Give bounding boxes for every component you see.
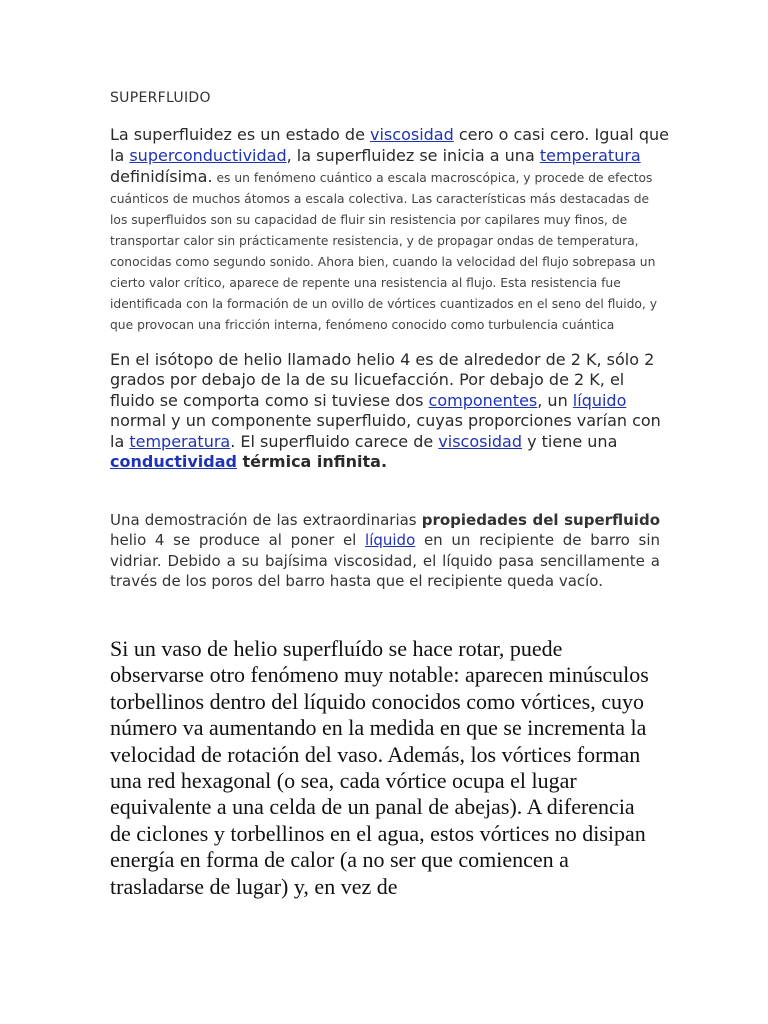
link-temperatura[interactable]: temperatura (539, 146, 641, 165)
link-liquido[interactable]: líquido (365, 531, 416, 550)
paragraph-helio-4 (110, 350, 670, 472)
text-span: en un recipiente de barro sin vidriar. Debido a su bajísima viscosidad, el líquido pasa sencillamente a través de los poros del barro hasta que el recipiente queda vacío. (110, 531, 661, 590)
text-span: , un (537, 390, 573, 410)
text-span: y tiene una (522, 431, 618, 451)
small-text-span: es un fenómeno cuántico a escala macroscópica, y procede de efectos cuánticos de muchos átomos a escala colectiva. Las características más destacadas de los superfluidos son su capacidad de fluir sin resistencia por capilares muy finos, de transportar calor sin prácticamente resistencia, y de propagar ondas de temperatura, conocidas como segundo sonido. Ahora bien, cuando la velocidad del flujo sobrepasa un cierto valor crítico, aparece de repente una resistencia al flujo. Esta resistencia fue identificada con la formación de un ovillo de vórtices cuantizados en el seno del fluido, y que provocan una fricción interna, fenómeno conocido como turbulencia cuántica (110, 171, 658, 332)
link-temperatura[interactable]: temperatura (129, 431, 231, 451)
link-viscosidad[interactable]: viscosidad (438, 431, 523, 451)
link-superconductividad[interactable]: superconductividad (129, 146, 287, 165)
text-span: En el isótopo de helio llamado helio 4 es de alrededor de 2 K, sólo 2 grados por debajo de la de su licuefacción. Por debajo de 2 K, el fluido se comporta como si tuviese dos (110, 350, 655, 410)
text-span: térmica infinita. (236, 452, 388, 472)
text-span: Una demostración de las extraordinarias (110, 511, 422, 529)
text-span: , la superfluidez se inicia a una (286, 146, 540, 165)
paragraph-superfluidez (110, 124, 670, 334)
text-span: definidísima. (110, 167, 213, 186)
text-span: . El superfluido carece de (230, 431, 439, 451)
text-span: cero o casi cero. Igual que la (110, 125, 669, 165)
link-liquido[interactable]: líquido (572, 390, 627, 410)
bold-text-span: propiedades del superfluido (421, 511, 660, 529)
paragraph-demostracion (110, 510, 660, 591)
document-title: SUPERFLUIDO (110, 90, 211, 106)
paragraph-vortices: Si un vaso de helio superfluído se hace rotar, puede observarse otro fenómeno muy notable: aparecen minúsculos torbellinos dentro del líquido conocidos como vórtices, cuyo número va aumentando en la medida en que se incrementa la velocidad de rotación del vaso. Además, los vórtices forman una red hexagonal (o sea, cada vórtice ocupa el lugar equivalente a una celda de un panal de abejas). A diferencia de ciclones y torbellinos en el agua, estos vórtices no disipan energía en forma de calor (a no ser que comiencen a trasladarse de lugar) y, en vez de (110, 636, 649, 899)
text-span: helio 4 se produce al poner el (110, 531, 366, 550)
link-componentes[interactable]: componentes (428, 390, 538, 410)
link-viscosidad[interactable]: viscosidad (370, 125, 454, 144)
link-conductividad[interactable]: conductividad (110, 452, 237, 472)
text-span: normal y un componente superfluido, cuyas proporciones varían con la (110, 411, 661, 451)
text-span: La superfluidez es un estado de (110, 125, 371, 144)
